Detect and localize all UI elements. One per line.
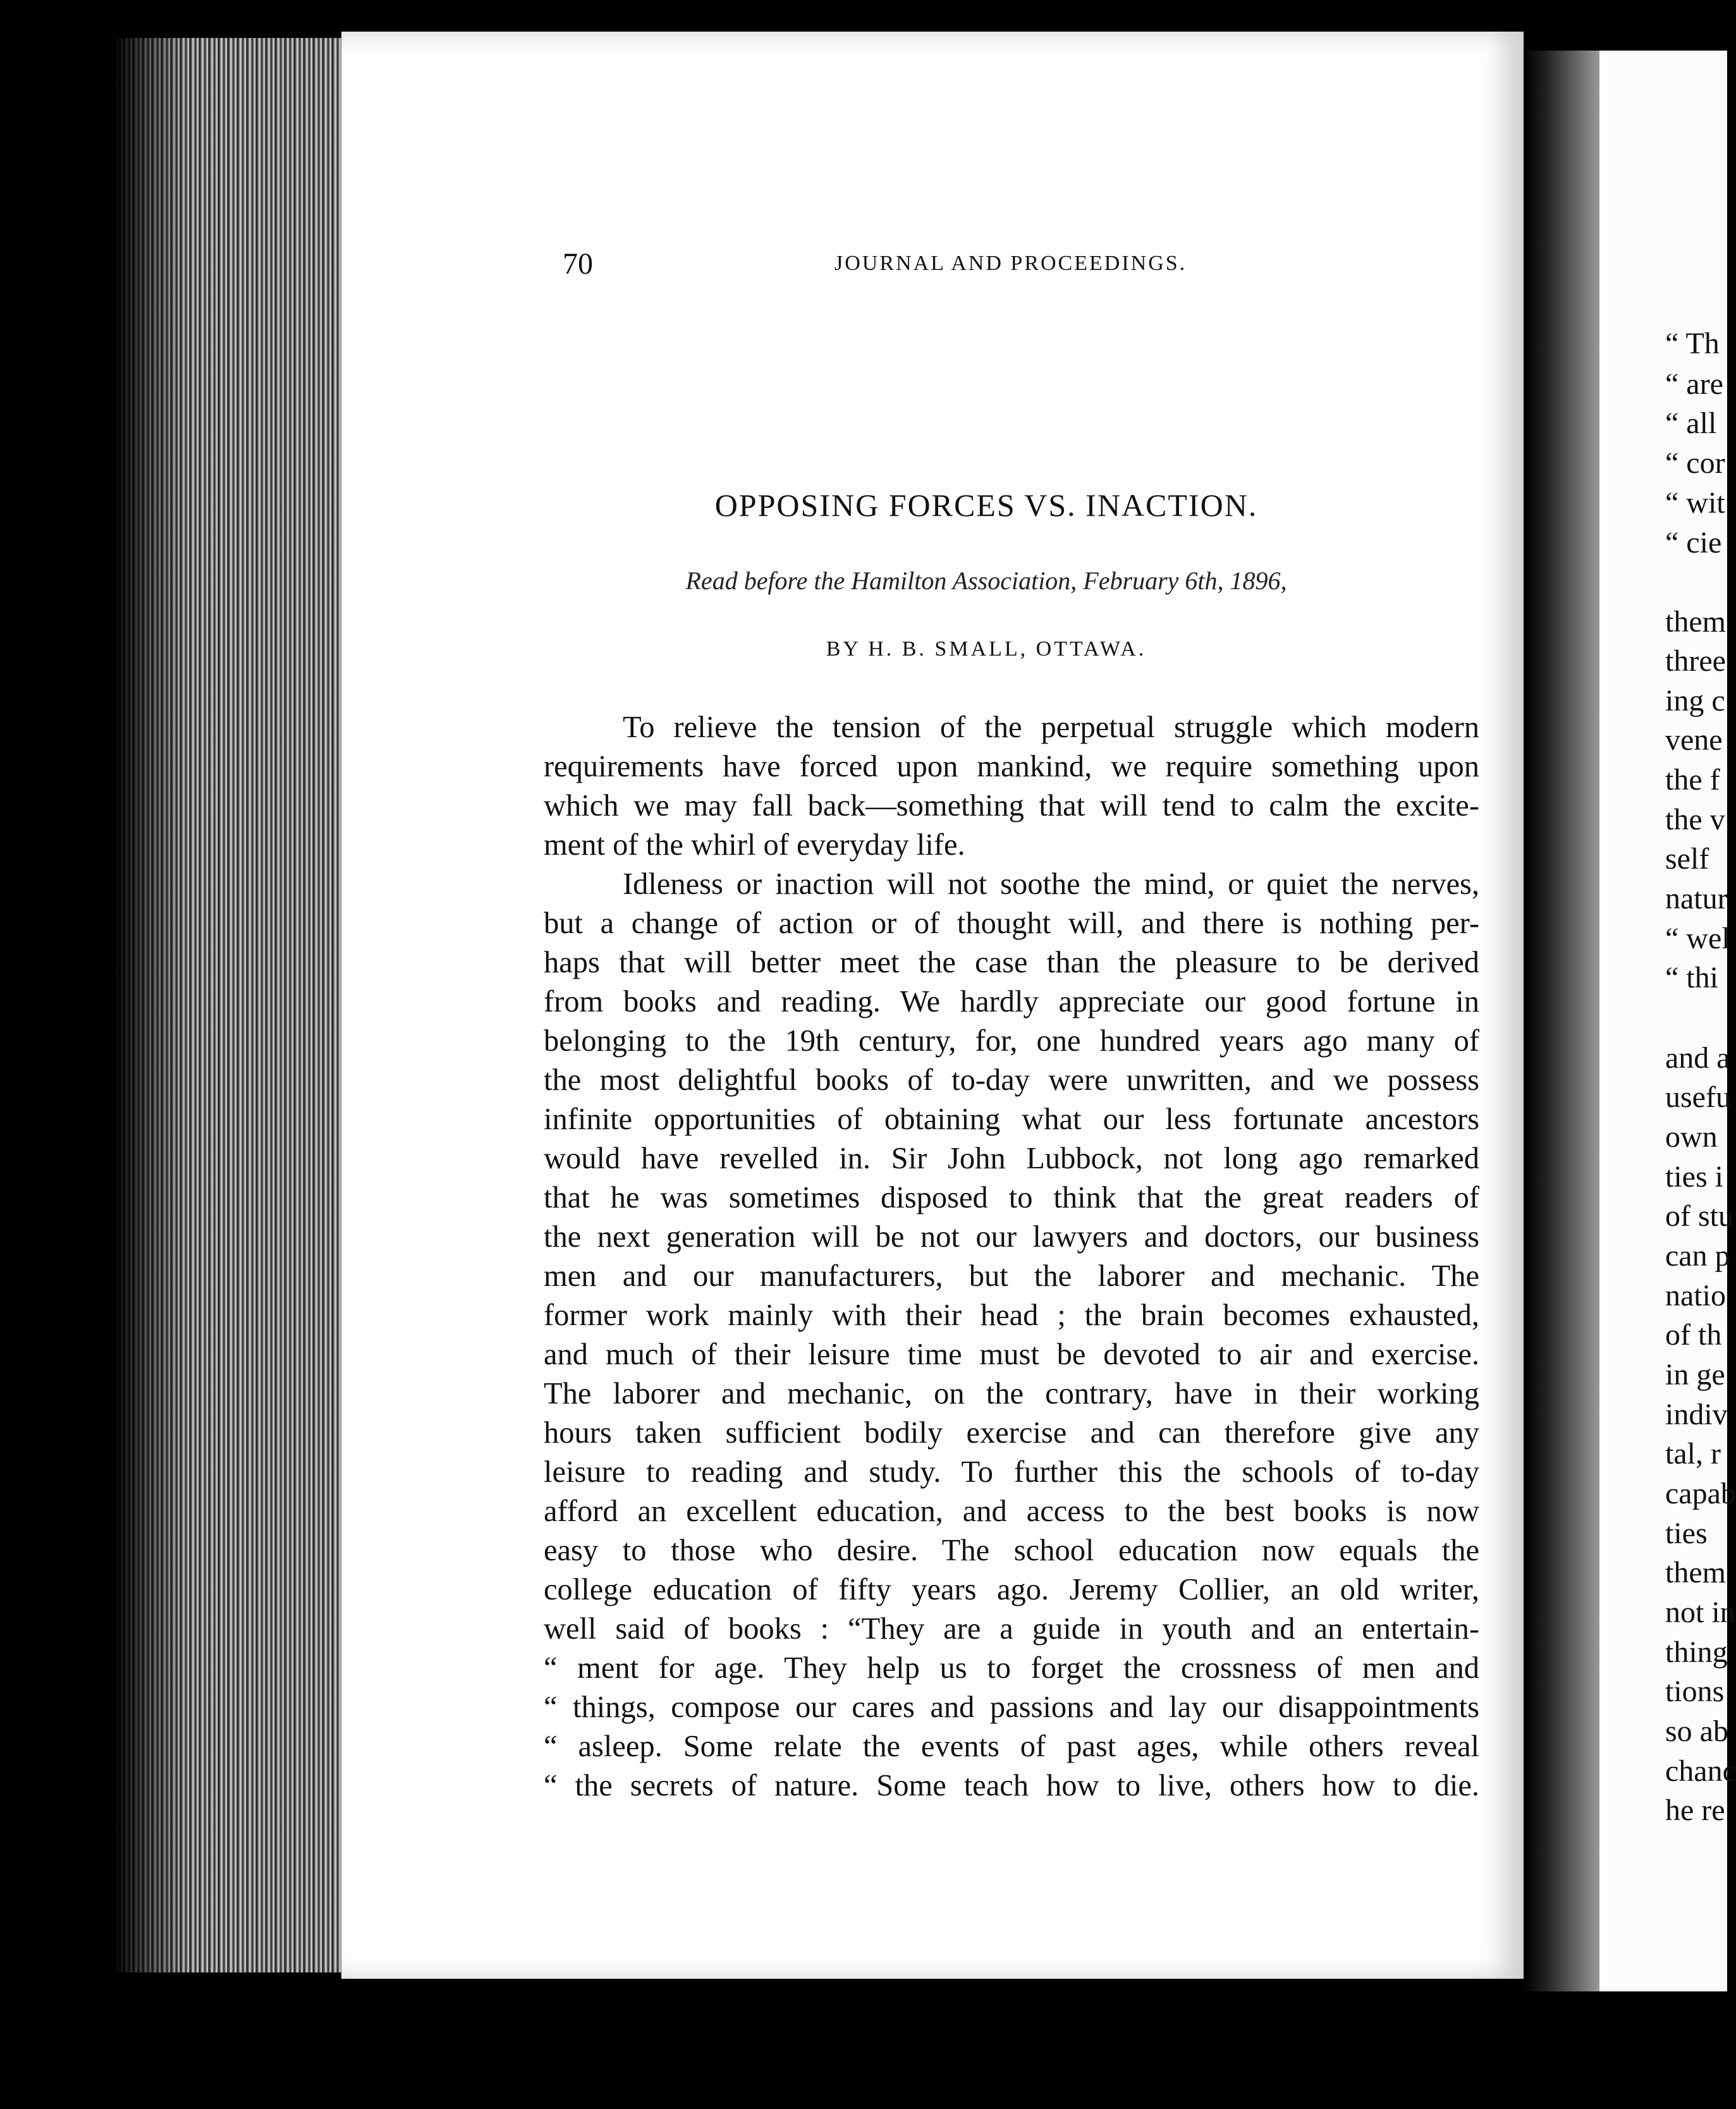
body-line: well said of books : “They are a guide in youth and an entertain- <box>544 1612 1479 1646</box>
right-page-line: ties <box>1665 1517 1708 1550</box>
right-page-line: can p <box>1665 1239 1730 1273</box>
right-page-line: self <box>1665 842 1709 876</box>
right-page-line: “ wel <box>1665 922 1730 955</box>
right-page-line: tions <box>1665 1675 1725 1708</box>
right-page-line: natur <box>1665 882 1728 915</box>
body-line: college education of fifty years ago. Jeremy Collier, an old writer, <box>544 1573 1479 1606</box>
body-line: and much of their leisure time must be devoted to air and exercise. <box>544 1338 1479 1371</box>
right-page-line: the v <box>1665 803 1725 836</box>
right-page-line: “ Th <box>1665 327 1720 360</box>
right-page-line: of th <box>1665 1318 1722 1352</box>
right-page-line: “ wit <box>1665 486 1725 520</box>
right-page-line: vene <box>1665 723 1723 757</box>
page-edge-shadow <box>114 38 190 1972</box>
body-line: To relieve the tension of the perpetual struggle which modern <box>623 711 1479 744</box>
right-page-line: ties i <box>1665 1160 1723 1194</box>
body-line: the most delightful books of to-day were unwritten, and we possess <box>544 1063 1479 1097</box>
right-page-line: them <box>1665 1556 1726 1589</box>
right-page-line: “ cor <box>1665 446 1725 480</box>
body-line: requirements have forced upon mankind, we require something upon <box>544 750 1479 783</box>
body-line: “ ment for age. They help us to forget the crossness of men and <box>544 1651 1479 1685</box>
body-line: easy to those who desire. The school education now equals the <box>544 1534 1479 1567</box>
right-page <box>1599 51 1736 1991</box>
article-byline: BY H. B. SMALL, OTTAWA. <box>826 637 1147 661</box>
right-page-line: indiv <box>1665 1398 1728 1431</box>
body-line: that he was sometimes disposed to think that the great readers of <box>544 1181 1479 1214</box>
page-header <box>563 247 1233 284</box>
body-line: belonging to the 19th century, for, one hundred years ago many of <box>544 1024 1479 1058</box>
body-line: the next generation will be not our lawyers and doctors, our business <box>544 1220 1479 1254</box>
body-line: ment of the whirl of everyday life. <box>544 828 965 862</box>
right-page-line: he re <box>1665 1794 1725 1827</box>
right-page-line: capab <box>1665 1477 1736 1510</box>
right-page-line: thing <box>1665 1635 1728 1669</box>
body-line: would have revelled in. Sir John Lubbock, not long ago remarked <box>544 1142 1479 1175</box>
right-page-line: “ cie <box>1665 526 1722 559</box>
article-title: OPPOSING FORCES VS. INACTION. <box>714 487 1258 523</box>
right-page-line: chanc <box>1665 1754 1736 1788</box>
right-page-line: so ab <box>1665 1715 1728 1748</box>
body-line: leisure to reading and study. To further this the schools of to-day <box>544 1455 1479 1489</box>
body-line: “ asleep. Some relate the events of past ages, while others reveal <box>544 1730 1479 1763</box>
body-line: hours taken sufficient bodily exercise and can therefore give any <box>544 1416 1479 1450</box>
body-line: The laborer and mechanic, on the contrary, have in their working <box>544 1377 1479 1410</box>
right-page-line: not in <box>1665 1596 1735 1629</box>
right-page-line: “ are <box>1665 367 1723 401</box>
page-number: 70 <box>563 247 593 281</box>
body-line: which we may fall back—something that will tend to calm the excite- <box>544 789 1479 822</box>
body-line: men and our manufacturers, but the laborer and mechanic. The <box>544 1259 1479 1293</box>
article-subtitle: Read before the Hamilton Association, February 6th, 1896, <box>685 566 1287 595</box>
body-line: “ the secrets of nature. Some teach how to live, others how to die. <box>544 1769 1479 1802</box>
body-line: infinite opportunities of obtaining what our less fortunate ancestors <box>544 1103 1479 1136</box>
right-page-line: ing c <box>1665 684 1725 718</box>
right-page-line: tal, r <box>1665 1437 1721 1470</box>
right-page-line: usefu <box>1665 1080 1731 1114</box>
right-page-line: and a <box>1665 1041 1730 1075</box>
body-line: but a change of action or of thought will, and there is nothing per- <box>544 907 1479 940</box>
running-head: JOURNAL AND PROCEEDINGS. <box>834 252 1187 275</box>
right-page-line: of stu <box>1665 1199 1733 1233</box>
body-line: “ things, compose our cares and passions and lay our disappointments <box>544 1690 1479 1724</box>
article-body <box>544 708 1479 1806</box>
body-line: haps that will better meet the case than the pleasure to be derived <box>544 946 1479 979</box>
right-page-line: the f <box>1665 763 1720 797</box>
right-page-line: in ge <box>1665 1358 1725 1391</box>
body-line: afford an excellent education, and access to the best books is now <box>544 1495 1479 1528</box>
right-page-line: own <box>1665 1120 1718 1154</box>
body-line: former work mainly with their head ; the brain becomes exhausted, <box>544 1299 1479 1332</box>
book-gutter <box>1524 51 1599 1991</box>
body-line: Idleness or inaction will not soothe the mind, or quiet the nerves, <box>623 867 1479 901</box>
right-page-line: natio <box>1665 1279 1726 1312</box>
right-page-line: “ all <box>1665 407 1717 440</box>
right-page-line: “ thi <box>1665 961 1718 994</box>
right-page-line: them <box>1665 605 1726 639</box>
body-line: from books and reading. We hardly appreciate our good fortune in <box>544 985 1479 1018</box>
right-page-line: three <box>1665 644 1726 678</box>
